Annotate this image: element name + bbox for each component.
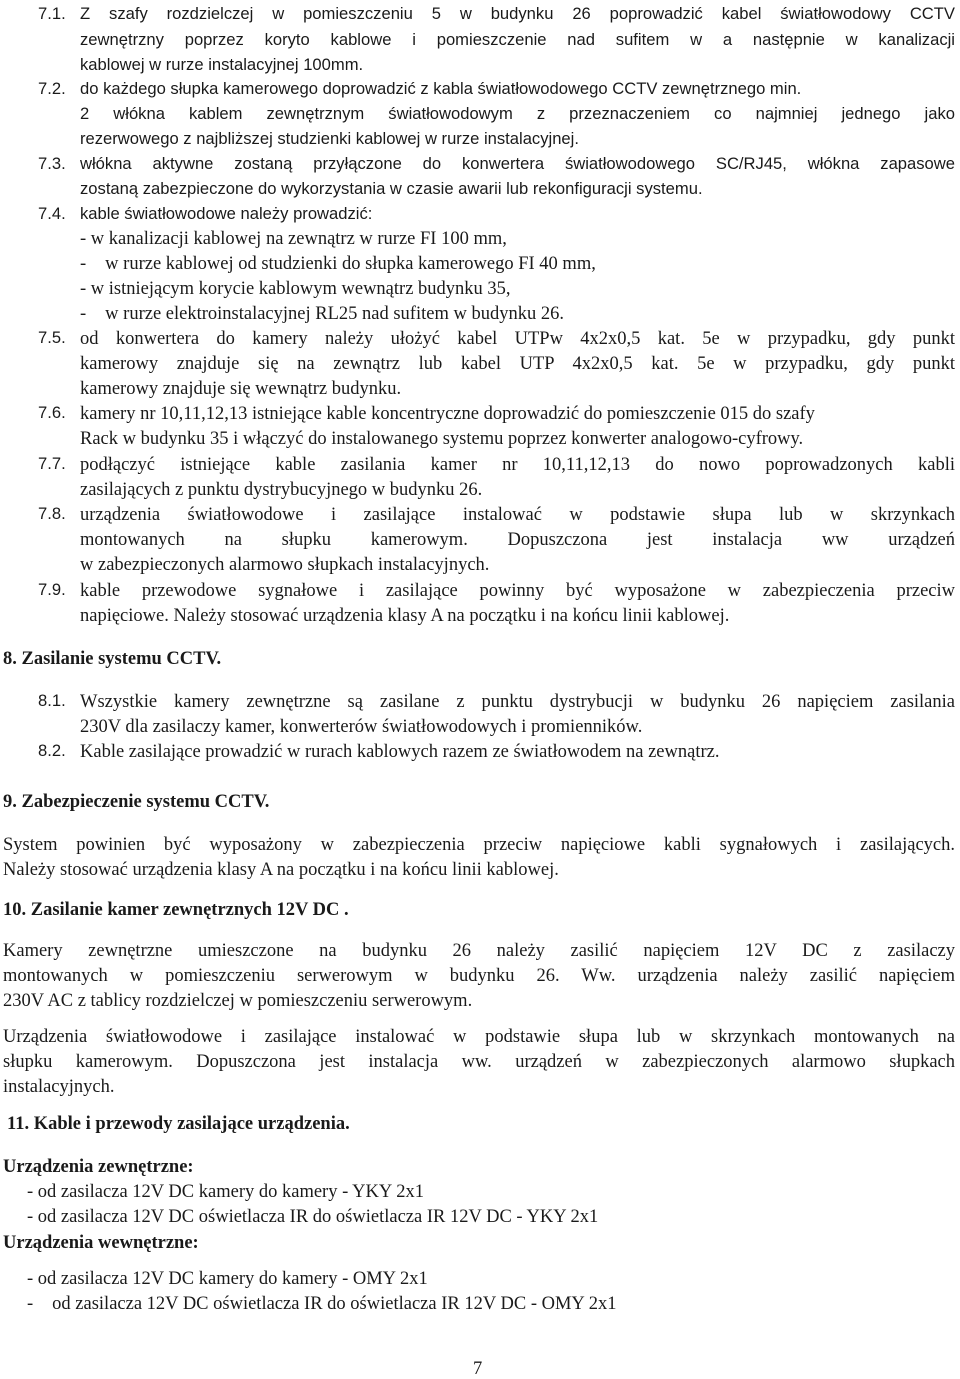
paragraph-line: urządzenia światłowodowe i zasilające instalować w podstawie słupa lub w skrzynkach xyxy=(80,505,955,525)
item-number: 8.2. xyxy=(38,741,66,760)
item-number: 7.8. xyxy=(38,504,66,523)
section-heading: 8. Zasilanie systemu CCTV. xyxy=(3,649,222,669)
list-item: - od zasilacza 12V DC oświetlacza IR do oświetlacza IR 12V DC - OMY 2x1 xyxy=(27,1294,603,1314)
item-number: 7.6. xyxy=(38,403,66,422)
paragraph-line: 2 włókna kablem zewnętrznym światłowodowym z przeznaczeniem co najmniej jednego jako xyxy=(80,104,955,123)
item-number: 7.3. xyxy=(38,154,66,173)
paragraph-line: w zabezpieczonych alarmowo słupkach instalacyjnych. xyxy=(80,555,490,575)
item-number: 7.9. xyxy=(38,580,66,599)
paragraph-line: od konwertera do kamery należy ułożyć kabel UTPw 4x2x0,5 kat. 5e w przypadku, gdy punkt xyxy=(80,329,955,349)
section-heading: 11. Kable i przewody zasilające urządzenia. xyxy=(7,1114,350,1134)
paragraph-line: kable światłowodowe należy prowadzić: xyxy=(80,204,373,223)
paragraph-line: 230V dla zasilaczy kamer, konwerterów światłowodowych i promienników. xyxy=(80,717,643,737)
paragraph-line: montowanych na słupku kamerowym. Dopuszczona jest instalacja ww urządzeń xyxy=(80,530,955,550)
list-item: - w kanalizacji kablowej na zewnątrz w rurze FI 100 mm, xyxy=(80,229,507,249)
paragraph-line: kable przewodowe sygnałowe i zasilające powinny być wyposażone w zabezpieczenia przeciw xyxy=(80,581,955,601)
paragraph-line: zostaną zabezpieczone do wykorzystania w czasie awarii lub rekonfiguracji systemu. xyxy=(80,179,703,198)
paragraph-line: słupku kamerowym. Dopuszczona jest instalacja ww. urządzeń w zabezpieczonych alarmowo słupkach xyxy=(3,1052,955,1072)
list-item: - od zasilacza 12V DC oświetlacza IR do oświetlacza IR 12V DC - YKY 2x1 xyxy=(27,1207,599,1227)
paragraph-line: kamerowy znajduje się na zewnątrz lub kabel UTP 4x2x0,5 kat. 5e w przypadku, gdy punkt xyxy=(80,354,955,374)
paragraph-line: Należy stosować urządzenia klasy A na początku i na końcu linii kablowej. xyxy=(3,860,559,880)
paragraph-line: Kable zasilające prowadzić w rurach kablowych razem ze światłowodem na zewnątrz. xyxy=(80,742,720,762)
paragraph-line: System powinien być wyposażony w zabezpieczenia przeciw napięciowe kabli sygnałowych i zasilających. xyxy=(3,835,955,855)
item-number: 7.1. xyxy=(38,4,66,23)
paragraph-line: Wszystkie kamery zewnętrzne są zasilane z punktu dystrybucji w budynku 26 napięciem zasilania xyxy=(80,692,955,712)
paragraph-line: podłączyć istniejące kable zasilania kamer nr 10,11,12,13 do nowo poprowadzonych kabli xyxy=(80,455,955,475)
section-heading: 10. Zasilanie kamer zewnętrznych 12V DC . xyxy=(3,900,349,920)
list-item: - w istniejącym korycie kablowym wewnątrz budynku 35, xyxy=(80,279,511,299)
list-item: - od zasilacza 12V DC kamery do kamery - YKY 2x1 xyxy=(27,1182,424,1202)
page-number: 7 xyxy=(473,1359,483,1379)
item-number: 7.7. xyxy=(38,454,66,473)
subsection-heading: Urządzenia zewnętrzne: xyxy=(3,1157,194,1177)
paragraph-line: Urządzenia światłowodowe i zasilające instalować w podstawie słupa lub w skrzynkach montowanych na xyxy=(3,1027,955,1047)
paragraph-line: napięciowe. Należy stosować urządzenia klasy A na początku i na końcu linii kablowej. xyxy=(80,606,730,626)
paragraph-line: zasilających z punktu dystrybucyjnego w budynku 26. xyxy=(80,480,483,500)
item-number: 7.4. xyxy=(38,204,66,223)
paragraph-line: 230V AC z tablicy rozdzielczej w pomieszczeniu serwerowym. xyxy=(3,991,473,1011)
section-heading: 9. Zabezpieczenie systemu CCTV. xyxy=(3,792,270,812)
paragraph-line: Kamery zewnętrzne umieszczone na budynku 26 należy zasilić napięciem 12V DC z zasilaczy xyxy=(3,941,955,961)
subsection-heading: Urządzenia wewnętrzne: xyxy=(3,1233,199,1253)
paragraph-line: Rack w budynku 35 i włączyć do instalowanego systemu poprzez konwerter analogowo-cyfrowy. xyxy=(80,429,804,449)
paragraph-line: zewnętrzny poprzez koryto kablowe i pomieszczenie nad sufitem w a następnie w kanalizacji xyxy=(80,30,955,49)
paragraph-line: instalacyjnych. xyxy=(3,1077,115,1097)
item-number: 7.5. xyxy=(38,328,66,347)
item-number: 7.2. xyxy=(38,79,66,98)
paragraph-line: do każdego słupka kamerowego doprowadzić z kabla światłowodowego CCTV zewnętrznego min. xyxy=(80,79,802,98)
list-item: - w rurze kablowej od studzienki do słupka kamerowego FI 40 mm, xyxy=(80,254,582,274)
paragraph-line: włókna aktywne zostaną przyłączone do konwertera światłowodowego SC/RJ45, włókna zapasowe xyxy=(80,154,955,173)
paragraph-line: Z szafy rozdzielczej w pomieszczeniu 5 w budynku 26 poprowadzić kabel światłowodowy CCTV xyxy=(80,4,955,23)
paragraph-line: kamery nr 10,11,12,13 istniejące kable koncentryczne doprowadzić do pomieszczenie 015 do szafy xyxy=(80,404,815,424)
paragraph-line: kablowej w rurze instalacyjnej 100mm. xyxy=(80,55,364,74)
item-number: 8.1. xyxy=(38,691,66,710)
paragraph-line: montowanych w pomieszczeniu serwerowym w budynku 26. Ww. urządzenia należy zasilić napięciem xyxy=(3,966,955,986)
paragraph-line: rezerwowego z najbliższej studzienki kablowej w rurze instalacyjnej. xyxy=(80,129,579,148)
list-item: - w rurze elektroinstalacyjnej RL25 nad sufitem w budynku 26. xyxy=(80,304,550,324)
list-item: - od zasilacza 12V DC kamery do kamery - OMY 2x1 xyxy=(27,1269,428,1289)
paragraph-line: kamerowy znajduje się wewnątrz budynku. xyxy=(80,379,402,399)
